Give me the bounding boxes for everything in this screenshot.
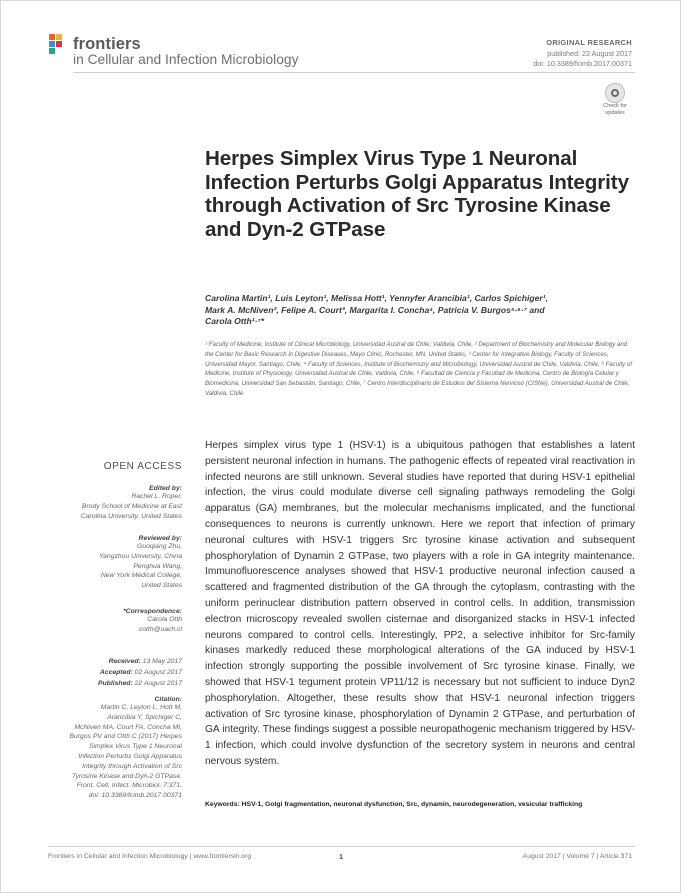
keywords-list: HSV-1, Golgi fragmentation, neuronal dysfunction, Src, dynamin, neurodegeneration, vesicular trafficking bbox=[241, 801, 583, 808]
edited-by-line: Carolina University, United States bbox=[80, 512, 182, 520]
check-updates-icon bbox=[605, 83, 625, 103]
citation-line: Simplex Virus Type 1 Neuronal bbox=[88, 743, 182, 751]
citation-block bbox=[69, 696, 182, 801]
footer-journal-link[interactable]: Frontiers in Cellular and Infection Microbiology | www.frontiersin.org bbox=[48, 853, 252, 860]
brand-name: frontiers bbox=[73, 35, 141, 53]
correspondence-email-link[interactable]: cotth@uach.cl bbox=[138, 625, 182, 633]
correspondence-name: Carola Otth bbox=[147, 616, 182, 623]
check-updates-label: Check for updates bbox=[603, 103, 627, 116]
citation-line: Arancibia Y, Spichiger C, bbox=[107, 713, 182, 721]
published-label: Published: bbox=[97, 680, 133, 687]
citation-line: Burgos PV and Otth C (2017) Herpes bbox=[69, 733, 182, 741]
page-number: 1 bbox=[339, 852, 344, 861]
citation-line: Martin C, Leyton L, Hott M, bbox=[100, 704, 182, 711]
authors-line: Carolina Martin¹, Luis Leyton¹, Melissa Hott¹, Yennyfer Arancibia¹, Carlos Spichiger¹, bbox=[205, 293, 549, 303]
reviewed-by-line: Penghua Wang, bbox=[133, 562, 182, 570]
article-type: ORIGINAL RESEARCH bbox=[546, 38, 632, 47]
check-for-updates-button[interactable] bbox=[598, 83, 632, 121]
correspondence-label: *Correspondence: bbox=[123, 608, 182, 615]
reviewed-by-line: Yangzhou University, China bbox=[99, 552, 182, 560]
citation-label: Citation: bbox=[154, 696, 182, 703]
accepted-date: 02 August 2017 bbox=[134, 669, 182, 676]
citation-doi-link[interactable]: doi: 10.3389/fcimb.2017.00371 bbox=[88, 792, 182, 800]
reviewed-by-line: Guoqiang Zhu, bbox=[137, 543, 182, 550]
citation-line: Front. Cell. Infect. Microbiol. 7:371. bbox=[76, 782, 182, 790]
author-list bbox=[205, 293, 645, 328]
edited-by-label: Edited by: bbox=[149, 485, 182, 492]
citation-line: Infection Perturbs Golgi Apparatus bbox=[78, 752, 182, 760]
footer-divider bbox=[48, 846, 635, 847]
frontiers-logo-icon bbox=[48, 33, 70, 55]
correspondence-block bbox=[123, 608, 182, 635]
published-date: published: 22 August 2017 bbox=[547, 49, 632, 58]
doi-link[interactable]: doi: 10.3389/fcimb.2017.00371 bbox=[533, 59, 632, 68]
edited-by-block bbox=[81, 485, 182, 521]
published-row bbox=[98, 678, 182, 689]
footer-issue-info: August 2017 | Volume 7 | Article 371 bbox=[522, 853, 632, 860]
journal-name: in Cellular and Infection Microbiology bbox=[73, 52, 299, 67]
citation-line: Tyrosine Kinase and Dyn-2 GTPase. bbox=[71, 772, 182, 780]
dates-block bbox=[98, 656, 182, 689]
citation-line: Integrity through Activation of Src bbox=[82, 762, 182, 770]
affiliations: ¹ Faculty of Medicine, Institute of Clinical Microbiology, Universidad Austral de Chile, Valdivia, Chile, ² Department of Biochemistry and Molecular Biology and the Center for Basic Research in Digestive Diseases, Mayo Clinic, Rochester, MN, United States, ³ Center for Integrative Biology, Faculty of Sciences, Universidad Mayor, Santiago, Chile, ⁴ Faculty of Sciences, Institute of Biochemistry and Microbiology, Universidad Austral de Chile, Valdivia, Chile, ⁵ Faculty of Medicine, Institute of Physiology, Universidad Austral de Chile, Valdivia, Chile, ⁶ Facultad de Ciencia y Facultad de Medicina, Centro de Biología Celular y Biomedicina, Universidad San Sebastián, Santiago, Chile, ⁷ Centro Interdisciplinario de Estudios del Sistema Nervioso (CISNe), Universidad Austral de Chile, Valdivia, Chile bbox=[205, 341, 632, 397]
header-divider bbox=[73, 72, 635, 73]
open-access-label: OPEN ACCESS bbox=[103, 461, 182, 472]
keywords bbox=[205, 800, 635, 810]
published-sidebar-date: 22 August 2017 bbox=[134, 680, 182, 687]
reviewed-by-label: Reviewed by: bbox=[138, 535, 182, 542]
reviewed-by-block bbox=[99, 535, 182, 591]
article-title: Herpes Simplex Virus Type 1 Neuronal Infection Perturbs Golgi Apparatus Integrity through Activation of Src Tyrosine Kinase and Dyn-2 GTPase bbox=[205, 147, 629, 241]
received-date: 13 May 2017 bbox=[142, 658, 182, 665]
keywords-label: Keywords: bbox=[205, 801, 240, 808]
reviewed-by-line: United States bbox=[141, 582, 182, 590]
accepted-label: Accepted: bbox=[99, 669, 133, 676]
abstract-text: Herpes simplex virus type 1 (HSV-1) is a ubiquitous pathogen that establishes a latent persistent neuronal infection in humans. The pathogenic effects of repeated viral reactivation in infected neurons are still unknown. Several studies have reported that during HSV-1 epithelial infection, the virus could modulate diverse cell signaling pathways remodeling the Golgi apparatus (GA) membranes, but the molecular mechanisms implicated, and the functional consequences to neurons is currently unknown. Here we report that infection of primary neuronal cultures with HSV-1 triggers Src tyrosine kinase activation and subsequent phosphorylation of Dynamin 2 GTPase, two players with a role in GA integrity maintenance. Immunofluorescence analyses showed that HSV-1 productive neuronal infection caused a scattered and fragmented distribution of the GA through the cytoplasm, contrasting with the uniform perinuclear distribution pattern observed in control cells. In addition, transmission electron microscopy revealed swollen cisternae and disorganized stacks in HSV-1 infected neurons compared to control cells. Interestingly, PP2, a selective inhibitor for Src-family kinases markedly reduced these morphological alterations of the GA induced by HSV-1 infection strongly supporting the possible involvement of Src tyrosine kinase. Finally, we showed that HSV-1 tegument protein VP11/12 is necessary but not sufficient to induce Dyn2 phosphorylation. Altogether, these results show that HSV-1 neuronal infection triggers activation of Src tyrosine kinase, phosphorylation of Dynamin 2 GTPase, and perturbation of GA integrity. These findings suggest a possible neuropathogenic mechanism triggered by HSV-1 infection, which could involve dysfunction of the secretory system in neurons and central nervous system. bbox=[205, 440, 635, 767]
citation-line: McNiven MA, Court FA, Concha MI, bbox=[74, 723, 182, 731]
edited-by-line: Rachel L. Roper, bbox=[131, 493, 182, 500]
reviewed-by-line: New York Medical College, bbox=[100, 572, 182, 580]
authors-line: Mark A. McNiven², Felipe A. Court³, Margarita I. Concha⁴, Patricia V. Burgos⁵·⁶·⁷ and bbox=[205, 304, 545, 315]
accepted-row bbox=[98, 667, 182, 678]
received-label: Received: bbox=[108, 658, 141, 665]
edited-by-line: Brody School of Medicine at East bbox=[81, 502, 182, 510]
received-row bbox=[98, 656, 182, 667]
authors-line: Carola Otth¹·⁷* bbox=[205, 316, 265, 326]
